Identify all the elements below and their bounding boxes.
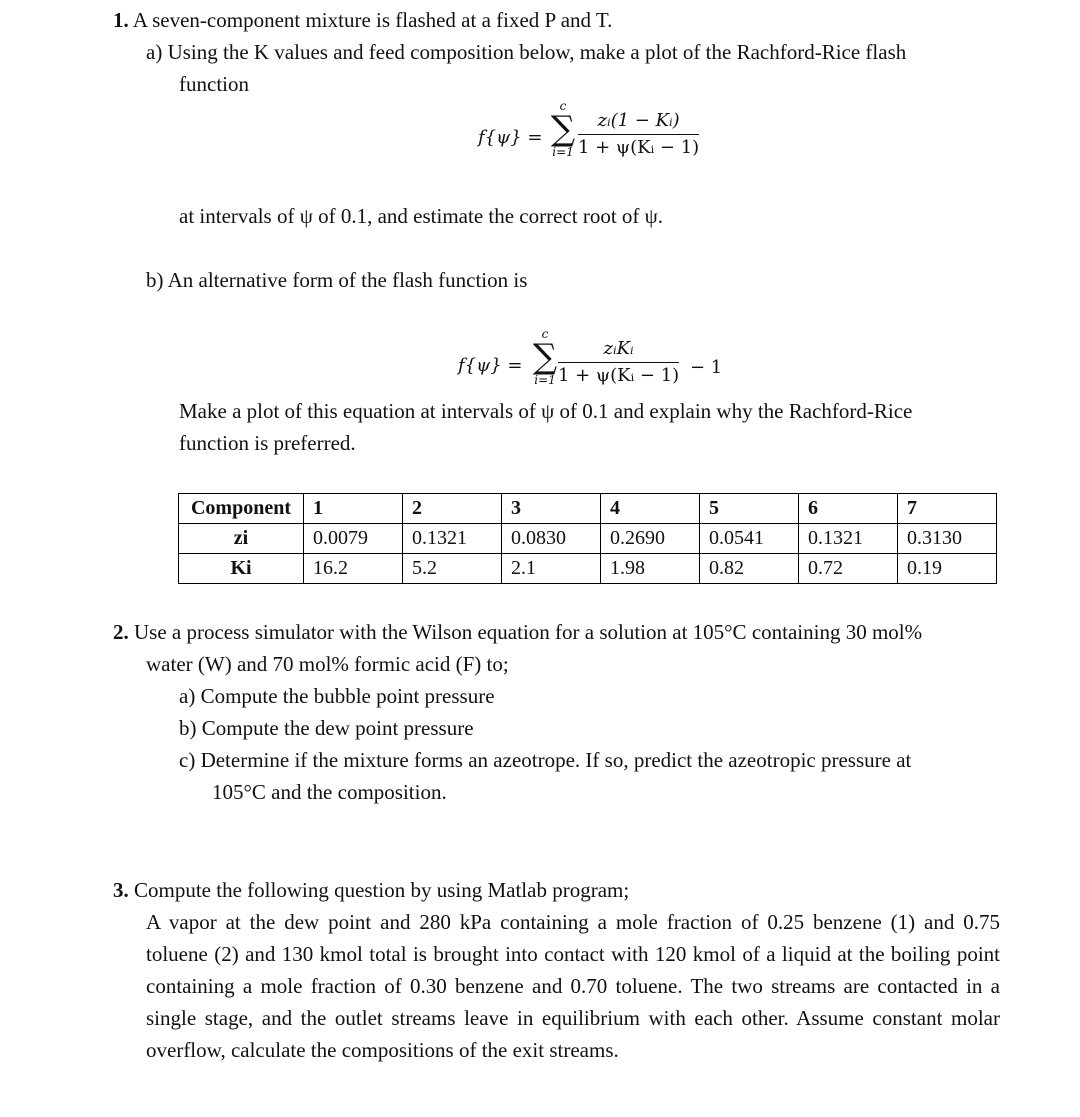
table-cell: 5.2 xyxy=(403,554,502,584)
q2-part-b: b) Compute the dew point pressure xyxy=(179,716,474,740)
question-3-title: Compute the following question by using Matlab program; xyxy=(134,878,630,902)
table-cell: 0.3130 xyxy=(898,524,997,554)
table-header-cell: 1 xyxy=(304,494,403,524)
row-label-zi: zi xyxy=(179,524,304,554)
table-header-row xyxy=(179,494,997,524)
question-2-line2: water (W) and 70 mol% formic acid (F) to; xyxy=(146,652,509,676)
table-row xyxy=(179,524,997,554)
question-3-number: 3. xyxy=(113,878,129,902)
table-header-cell: 6 xyxy=(799,494,898,524)
eq2-sum-lower: i=1 xyxy=(534,373,556,387)
table-header-cell: 5 xyxy=(700,494,799,524)
table-header-cell: 3 xyxy=(502,494,601,524)
eq2-sum-upper: c xyxy=(541,327,549,341)
table-cell: 0.1321 xyxy=(799,524,898,554)
table-cell: 0.2690 xyxy=(601,524,700,554)
question-2-number: 2. xyxy=(113,620,129,644)
q1-part-a-line2: function xyxy=(179,72,249,96)
eq1-numerator: zᵢ(1 − Kᵢ) xyxy=(578,110,699,135)
table-cell: 0.0830 xyxy=(502,524,601,554)
summation-icon: ∑ xyxy=(532,337,558,377)
question-1-title: A seven-component mixture is flashed at a fixed P and T. xyxy=(132,8,613,32)
table-cell: 1.98 xyxy=(601,554,700,584)
eq1-denominator: 1 + ψ(Kᵢ − 1) xyxy=(578,137,700,158)
eq2-numerator: zᵢKᵢ xyxy=(558,338,679,363)
table-cell: 16.2 xyxy=(304,554,403,584)
q2-part-c-line1: c) Determine if the mixture forms an azeotrope. If so, predict the azeotropic pressure at xyxy=(179,748,912,772)
eq2-tail: − 1 xyxy=(690,357,723,378)
eq1-sum-lower: i=1 xyxy=(552,145,574,159)
q1-part-b-intro: b) An alternative form of the flash function is xyxy=(146,268,528,292)
table-cell: 0.0079 xyxy=(304,524,403,554)
q1-part-b-line1: Make a plot of this equation at intervals of ψ of 0.1 and explain why the Rachford-Rice xyxy=(179,399,913,423)
table-cell: 0.72 xyxy=(799,554,898,584)
table-cell: 2.1 xyxy=(502,554,601,584)
question-3-body: A vapor at the dew point and 280 kPa containing a mole fraction of 0.25 benzene (1) and 0.75 toluene (2) and 130 kmol total is brought into contact with 120 kmol of a liquid at the boiling point containing a mole fraction of 0.30 benzene and 0.70 toluene. The two streams are contacted in a single stage, and the outlet streams leave in equilibrium with each other. Assume constant molar overflow, calculate the compositions of the exit streams. xyxy=(146,910,1000,1062)
question-2-line1: Use a process simulator with the Wilson equation for a solution at 105°C containing 30 mol% xyxy=(134,620,923,644)
q2-part-c-line2: 105°C and the composition. xyxy=(212,780,447,804)
row-label-ki: Ki xyxy=(179,554,304,584)
table-cell: 0.19 xyxy=(898,554,997,584)
q1-part-a-line1: a) Using the K values and feed composition below, make a plot of the Rachford-Rice flash xyxy=(146,40,907,64)
question-3-heading xyxy=(113,874,629,906)
eq1-sum-upper: c xyxy=(559,99,567,113)
table-header-label: Component xyxy=(179,494,304,524)
q1-part-a-after: at intervals of ψ of 0.1, and estimate the correct root of ψ. xyxy=(179,204,664,228)
table-row xyxy=(179,554,997,584)
summation-icon: ∑ xyxy=(550,109,576,149)
question-1-number: 1. xyxy=(113,8,129,32)
question-2-heading xyxy=(113,616,922,648)
table-cell: 0.82 xyxy=(700,554,799,584)
component-table xyxy=(178,493,997,584)
eq2-lhs: f{ψ} = xyxy=(458,355,523,376)
table-header-cell: 2 xyxy=(403,494,502,524)
table-header-cell: 7 xyxy=(898,494,997,524)
table-cell: 0.1321 xyxy=(403,524,502,554)
table-cell: 0.0541 xyxy=(700,524,799,554)
q2-part-a: a) Compute the bubble point pressure xyxy=(179,684,495,708)
table-header-cell: 4 xyxy=(601,494,700,524)
question-1-heading xyxy=(113,4,612,36)
q1-part-b-line2: function is preferred. xyxy=(179,431,356,455)
eq2-denominator: 1 + ψ(Kᵢ − 1) xyxy=(558,365,680,386)
eq1-lhs: f{ψ} = xyxy=(478,127,543,148)
